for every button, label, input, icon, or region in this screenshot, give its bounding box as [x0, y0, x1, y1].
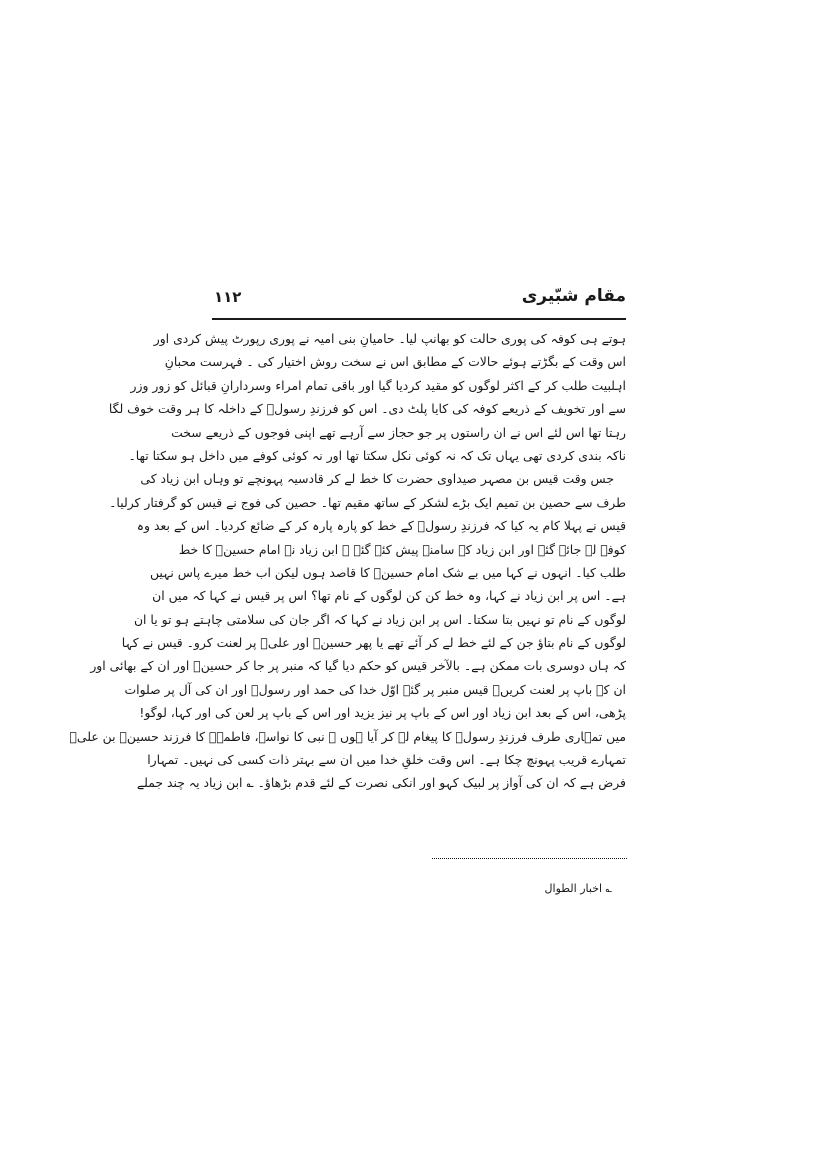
book-title: مقام شبّیری — [521, 286, 626, 306]
text-line: رہتا تھا اس لئے اس نے ان راستوں پر جو حجاز سے آرہے تھے اپنی فوجوں کے ذریعے سخت — [171, 424, 626, 440]
text-line: ناکہ بندی کردی تھی یہاں تک کہ نہ کوئی نکل سکتا تھا اور نہ کوئی کوفے میں داخل ہو سکتا تھا۔ — [128, 447, 626, 463]
text-line: قیس نے پہلا کام یہ کیا کہ فرزندِ رسولؐ کے خط کو پارہ پارہ کر کے ضائع کردیا۔ اس کے بعد وہ — [136, 518, 626, 534]
footnote-separator — [432, 858, 627, 859]
text-line: فرض ہے کہ ان کی آواز پر لبیک کہو اور انکی نصرت کے لئے قدم بڑھاؤ۔ ؎ ابن زیاد یہ چند جملے — [136, 775, 626, 791]
page-number: ۱۱۲ — [214, 288, 242, 306]
text-line: طرف سے حصین بن تمیم ایک بڑے لشکر کے ساتھ مقیم تھا۔ حصین کی فوج نے قیس کو گرفتار کرلیا۔ — [109, 494, 626, 510]
text-line: طلب کیا۔ انہوں نے کہا میں بے شک امام حسینؑ کا قاصد ہوں لیکن اب خط میرے پاس نہیں — [149, 564, 626, 580]
text-line: کہ ہاں دوسری بات ممکن ہے۔ بالآخر قیس کو حکم دیا گیا کہ منبر پر جا کر حسینؑ اور ان کے بھائی اور — [90, 658, 626, 674]
text-line: تمہارے قریب پہونچ چکا ہے۔ اس وقت خلقِ خدا میں ان سے بہتر ذات کسی کی نہیں۔ تمہارا — [147, 752, 626, 768]
footnote: ؎ اخبار الطوال — [544, 882, 612, 895]
text-line: ہے۔ اس پر ابن زیاد نے کہا، وہ خط کن کن لوگوں کے نام تھا؟ اس پر قیس نے کہا کہ میں ان — [152, 588, 626, 604]
text-line: میں تمہاری طرف فرزندِ رسولؐ کا پیغام لے کر آیا ہوں ۔ نبی کا نواسہ، فاطمہؑ کا فرزند حسینؑ بن علیؑ — [69, 728, 626, 744]
text-line: کوفے لے جائے گئے اور ابن زیاد کے سامنے پیش کئے گئے ۔ ابن زیاد نے امام حسینؑ کا خط — [178, 541, 626, 557]
text-line: اہلبیت طلب کر کے اکثر لوگوں کو مقید کردیا گیا اور باقی تمام امراء وسردارانِ قبائل کو زور وزر — [130, 377, 626, 393]
paragraph-2 — [69, 467, 626, 794]
body-text — [69, 327, 626, 795]
text-line: سے اور تخویف کے ذریعے کوفہ کی کایا پلٹ دی۔ اس کو فرزندِ رسولؐ کے داخلہ کا ہر وقت خوف لگا — [108, 401, 626, 417]
paragraph-1 — [108, 327, 626, 467]
text-line: اس وقت کے بگڑتے ہوئے حالات کے مطابق اس نے سخت روش اختیار کی ۔ فہرست محبانِ — [164, 354, 626, 370]
text-line: ان کے باپ پر لعنت کریں۔ قیس منبر پر گئے اوّل خدا کی حمد اور رسولؐ اور ان کی آل پر صلوات — [124, 681, 626, 697]
header-rule — [212, 318, 626, 320]
page-header — [212, 284, 626, 316]
text-line: پڑھی، اس کے بعد ابن زیاد اور اس کے باپ پر نیز یزید اور اس کے باپ پر لعن کی اور کہا، لوگو! — [139, 705, 626, 721]
text-line: ہوتے ہی کوفہ کی پوری حالت کو بھانپ لیا۔ حامیانِ بنی امیہ نے پوری رپورٹ پیش کردی اور — [153, 331, 626, 346]
text-line: لوگوں کے نام تو نہیں بتا سکتا۔ اس پر ابن زیاد نے کہا کہ اگر جان کی سلامتی چاہتے ہو تو یا ان — [133, 611, 626, 627]
text-line: لوگوں کے نام بتاؤ جن کے لئے خط لے کر آئے تھے یا پھر حسینؑ اور علیؑ پر لعنت کرو۔ قیس نے کہا — [121, 635, 626, 651]
text-line: جس وقت قیس بن مصہر صیداوی حضرت کا خط لے کر قادسیہ پہونچے تو وہاں ابن زیاد کی — [140, 471, 614, 487]
